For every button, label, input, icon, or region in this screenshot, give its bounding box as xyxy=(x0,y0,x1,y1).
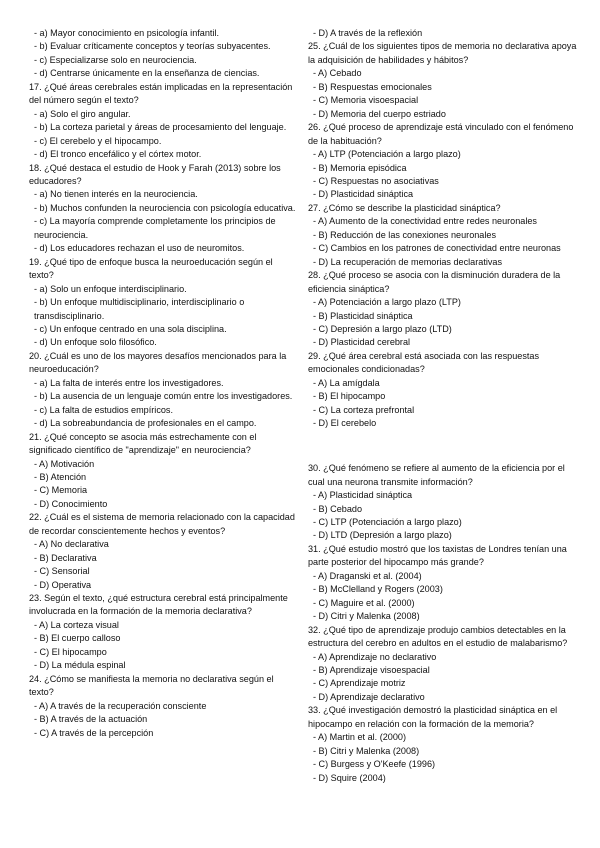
answer-option: - b) Muchos confunden la neurociencia con psicología educativa. xyxy=(34,202,296,213)
answer-option: - B) Cebado xyxy=(313,503,363,514)
answer-option: - a) Solo un enfoque interdisciplinario. xyxy=(34,283,187,294)
question-text: 21. ¿Qué concepto se asocia más estrechamente con el significado científico de "aprendizaje" en neurociencia? xyxy=(29,431,257,456)
answer-option: - A) Draganski et al. (2004) xyxy=(313,570,422,581)
question-text: 24. ¿Cómo se manifiesta la memoria no declarativa según el texto? xyxy=(29,673,274,698)
answer-option: - A) LTP (Potenciación a largo plazo) xyxy=(313,149,461,160)
answer-option: - b) Evaluar críticamente conceptos y teorías subyacentes. xyxy=(34,41,271,52)
answer-option: - C) Memoria visoespacial xyxy=(313,95,419,106)
answer-option: - D) LTD (Depresión a largo plazo) xyxy=(313,530,452,541)
answer-option: - c) La mayoría comprende completamente los principios de neurociencia. xyxy=(34,216,276,240)
answer-option: - a) La falta de interés entre los investigadores. xyxy=(34,377,224,388)
answer-option: - A) Potenciación a largo plazo (LTP) xyxy=(313,297,461,308)
answer-option: - C) Burgess y O'Keefe (1996) xyxy=(313,759,436,770)
answer-option: - D) Operativa xyxy=(34,579,92,590)
question-text: 22. ¿Cuál es el sistema de memoria relacionado con la capacidad de recordar conscientemente hechos y eventos? xyxy=(29,512,295,536)
answer-option: - C) El hipocampo xyxy=(34,646,107,657)
answer-option: - c) El cerebelo y el hipocampo. xyxy=(34,135,162,146)
answer-option: - b) La ausencia de un lenguaje común entre los investigadores. xyxy=(34,391,293,402)
answer-option: - A) Plasticidad sináptica xyxy=(313,490,413,501)
question-text: 17. ¿Qué áreas cerebrales están implicadas en la representación del número según el texto? xyxy=(29,81,293,106)
answer-option: - D) Aprendizaje declarativo xyxy=(313,691,425,702)
answer-option: - B) Reducción de las conexiones neuronales xyxy=(313,229,496,240)
answer-option: - C) Cambios en los patrones de conectividad entre neuronas xyxy=(313,243,561,254)
question-text: 25. ¿Cuál de los siguientes tipos de memoria no declarativa apoya la adquisición de habilidades y hábitos? xyxy=(308,41,577,65)
answer-option: - c) La falta de estudios empíricos. xyxy=(34,404,173,415)
answer-option: - C) Sensorial xyxy=(34,566,90,577)
blank-line xyxy=(308,440,578,453)
left-column xyxy=(29,27,299,740)
answer-option: - C) Respuestas no asociativas xyxy=(313,175,439,186)
answer-option: - d) Centrarse únicamente en la enseñanza de ciencias. xyxy=(34,68,260,79)
answer-option: - B) El cuerpo calloso xyxy=(34,633,121,644)
answer-option: - D) Memoria del cuerpo estriado xyxy=(313,108,446,119)
answer-option: - D) Conocimiento xyxy=(34,498,108,509)
answer-option: - C) Aprendizaje motriz xyxy=(313,678,406,689)
answer-option: - C) A través de la percepción xyxy=(34,727,154,738)
answer-option: - B) McClelland y Rogers (2003) xyxy=(313,584,443,595)
answer-option: - B) Plasticidad sináptica xyxy=(313,310,413,321)
answer-option: - A) Cebado xyxy=(313,68,362,79)
answer-option: - A) Aprendizaje no declarativo xyxy=(313,651,437,662)
answer-option: - D) Squire (2004) xyxy=(313,772,386,783)
answer-option: - B) Atención xyxy=(34,471,87,482)
answer-option: - D) Plasticidad cerebral xyxy=(313,337,411,348)
answer-option: - c) Especializarse solo en neurociencia. xyxy=(34,54,197,65)
answer-option: - A) La corteza visual xyxy=(34,619,119,630)
question-text: 32. ¿Qué tipo de aprendizaje produjo cambios detectables en la estructura del cerebro en adultos en el estudio de malabarismo? xyxy=(308,624,568,649)
question-text: 23. Según el texto, ¿qué estructura cerebral está principalmente involucrada en la formación de la memoria declarativa? xyxy=(29,593,288,617)
answer-option: - B) Respuestas emocionales xyxy=(313,81,432,92)
question-text: 31. ¿Qué estudio mostró que los taxistas de Londres tenían una parte posterior del hipocampo más grande? xyxy=(308,543,567,568)
answer-option: - C) Memoria xyxy=(34,485,88,496)
answer-option: - B) Citri y Malenka (2008) xyxy=(313,745,420,756)
answer-option: - B) Aprendizaje visoespacial xyxy=(313,665,430,676)
answer-option: - A) La amígdala xyxy=(313,377,380,388)
answer-option: - D) Plasticidad sináptica xyxy=(313,189,414,200)
question-text: 20. ¿Cuál es uno de los mayores desafíos mencionados para la neuroeducación? xyxy=(29,350,287,375)
answer-option: - A) No declarativa xyxy=(34,539,109,550)
question-text: 18. ¿Qué destaca el estudio de Hook y Farah (2013) sobre los educadores? xyxy=(29,162,281,186)
answer-option: - a) No tienen interés en la neurociencia. xyxy=(34,189,198,200)
answer-option: - a) Solo el giro angular. xyxy=(34,108,131,119)
answer-option: - A) A través de la recuperación consciente xyxy=(34,700,207,711)
answer-option: - C) Depresión a largo plazo (LTD) xyxy=(313,323,452,334)
answer-option: - a) Mayor conocimiento en psicología infantil. xyxy=(34,28,219,38)
answer-option: - D) A través de la reflexión xyxy=(313,28,423,38)
question-text: 27. ¿Cómo se describe la plasticidad sináptica? xyxy=(308,202,501,213)
question-text: 29. ¿Qué área cerebral está asociada con las respuestas emocionales condicionadas? xyxy=(308,350,540,375)
right-column xyxy=(308,27,578,785)
answer-option: - C) La corteza prefrontal xyxy=(313,404,415,415)
answer-option: - D) El cerebelo xyxy=(313,418,377,429)
answer-option: - C) Maguire et al. (2000) xyxy=(313,597,415,608)
question-text: 33. ¿Qué investigación demostró la plasticidad sináptica en el hipocampo en relación con la formación de la memoria? xyxy=(308,705,558,729)
question-text: 30. ¿Qué fenómeno se refiere al aumento de la eficiencia por el cual una neurona transmite información? xyxy=(308,463,565,487)
answer-option: - b) La corteza parietal y áreas de procesamiento del lenguaje. xyxy=(34,122,287,133)
answer-option: - b) Un enfoque multidisciplinario, interdisciplinario o transdisciplinario. xyxy=(34,297,245,321)
answer-option: - A) Martin et al. (2000) xyxy=(313,732,406,743)
answer-option: - d) Los educadores rechazan el uso de neuromitos. xyxy=(34,243,245,254)
answer-option: - C) LTP (Potenciación a largo plazo) xyxy=(313,517,462,528)
answer-option: - D) La recuperación de memorias declarativas xyxy=(313,256,503,267)
answer-option: - B) A través de la actuación xyxy=(34,714,148,725)
answer-option: - d) El tronco encefálico y el córtex motor. xyxy=(34,149,202,160)
answer-option: - B) Memoria episódica xyxy=(313,162,407,173)
answer-option: - d) Un enfoque solo filosófico. xyxy=(34,337,157,348)
answer-option: - A) Aumento de la conectividad entre redes neuronales xyxy=(313,216,537,227)
answer-option: - B) El hipocampo xyxy=(313,391,386,402)
answer-option: - d) La sobreabundancia de profesionales en el campo. xyxy=(34,418,257,429)
answer-option: - D) La médula espinal xyxy=(34,660,126,671)
answer-option: - A) Motivación xyxy=(34,458,95,469)
question-text: 19. ¿Qué tipo de enfoque busca la neuroeducación según el texto? xyxy=(29,256,273,281)
answer-option: - B) Declarativa xyxy=(34,552,97,563)
question-text: 28. ¿Qué proceso se asocia con la disminución duradera de la eficiencia sináptica? xyxy=(308,270,561,294)
answer-option: - D) Citri y Malenka (2008) xyxy=(313,611,420,622)
answer-option: - c) Un enfoque centrado en una sola disciplina. xyxy=(34,323,227,334)
question-text: 26. ¿Qué proceso de aprendizaje está vinculado con el fenómeno de la habituación? xyxy=(308,122,574,146)
